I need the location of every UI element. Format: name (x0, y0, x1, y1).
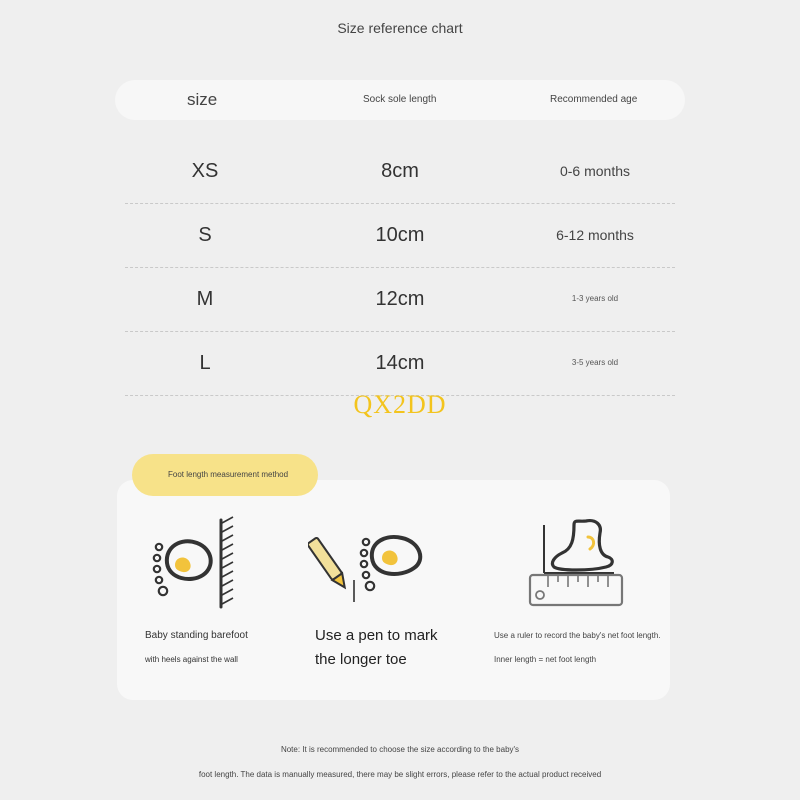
method-tab: Foot length measurement method (132, 454, 318, 496)
size-cell: M (196, 288, 214, 310)
note-line2: foot length. The data is manually measured, there may be slight errors, please refer to the actual product received (198, 770, 602, 779)
foot-ruler-icon (520, 515, 630, 610)
watermark: QX2DD (353, 390, 447, 419)
size-cell: XS (191, 160, 219, 182)
step3-line1: Use a ruler to record the baby's net foot length. (494, 631, 661, 640)
table-row (125, 140, 675, 204)
length-cell: 8cm (381, 160, 419, 182)
table-row (125, 332, 675, 396)
step1-line1: Baby standing barefoot (145, 630, 248, 641)
step1-line2: with heels against the wall (145, 655, 238, 664)
table-row (125, 268, 675, 332)
size-cell: S (198, 224, 212, 246)
header-size: size (187, 90, 218, 109)
step3-line2: Inner length = net foot length (494, 655, 597, 664)
length-cell: 12cm (375, 288, 425, 310)
length-cell: 14cm (375, 352, 425, 374)
note-line1: Note: It is recommended to choose the size according to the baby's (280, 745, 520, 754)
footprint-wall-icon (145, 515, 240, 610)
header-sole-length: Sock sole length (363, 94, 437, 105)
age-cell: 6-12 months (556, 227, 634, 243)
age-cell: 0-6 months (559, 163, 631, 179)
length-cell: 10cm (375, 224, 425, 246)
age-cell: 1-3 years old (571, 294, 619, 303)
page-title: Size reference chart (337, 20, 463, 36)
age-cell: 3-5 years old (571, 358, 619, 367)
table-row (125, 204, 675, 268)
step2-line1: Use a pen to mark (315, 627, 438, 644)
step2-line2: the longer toe (315, 651, 407, 668)
size-cell: L (199, 352, 211, 374)
header-recommended-age: Recommended age (550, 94, 638, 105)
pen-footprint-icon (308, 520, 438, 610)
table-header (115, 80, 685, 120)
